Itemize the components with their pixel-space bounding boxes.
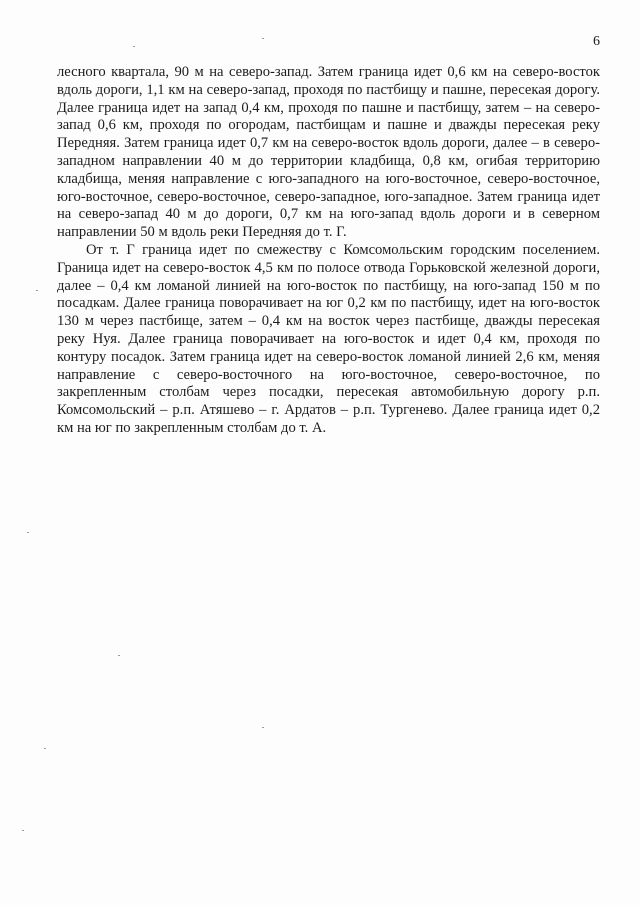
paragraph-boundary-from-point-g: От т. Г граница идет по смежеству с Комсомольским городским поселением. Граница идет на северо-восток 4,5 км по полосе отвода Горьковской железной дороги, далее – 0,4 км ломаной линией на юго-восток по пастбищу, на юго-запад 150 м по посадкам. Далее граница поворачивает на юг 0,2 км по пастбищу, идет на юго-восток 130 м через пастбище, затем – 0,4 км на восток через пастбище, дважды пересекая реку Нуя. Далее граница поворачивает на юго-восток и идет 0,4 км, проходя по контуру посадок. Затем граница идет на северо-восток ломаной линией 2,6 км, меняя направление с северо-восточного на юго-восточное, северо-восточное, по закрепленным столбам через посадки, пересекая автомобильную дорогу р.п. Комсомольский – р.п. Атяшево – г. Ардатов – р.п. Тургенево. Далее граница идет 0,2 км на юг по закрепленным столбам до т. А. xyxy=(57,241,600,436)
paragraph-continuation: лесного квартала, 90 м на северо-запад. Затем граница идет 0,6 км на северо-восток вдоль дороги, 1,1 км на северо-запад, проходя по пастбищу и пашне, пересекая дорогу. Далее граница идет на запад 0,4 км, проходя по пашне и пастбищу, затем – на северо-запад 0,6 км, проходя по огородам, пастбищам и пашне и дважды пересекая реку Передняя. Затем граница идет 0,7 км на северо-восток вдоль дороги, далее – в северо-западном направлении 40 м до территории кладбища, 0,8 км, огибая территорию кладбища, меняя направление с юго-западного на юго-восточное, северо-восточное, юго-восточное, северо-восточное, северо-западное, юго-западное. Затем граница идет на северо-запад 40 м до дороги, 0,7 км на юго-запад вдоль дороги и в северном направлении 50 м вдоль реки Передняя до т. Г. xyxy=(57,64,600,241)
scan-speck xyxy=(22,830,24,831)
scan-speck xyxy=(262,727,264,728)
scan-speck xyxy=(44,748,46,749)
document-body xyxy=(57,64,600,438)
scan-speck xyxy=(118,655,120,656)
scan-speck xyxy=(262,38,264,39)
scan-speck xyxy=(133,46,135,47)
scan-speck xyxy=(27,532,29,533)
page-number: 6 xyxy=(593,34,600,49)
scan-speck xyxy=(36,290,38,291)
